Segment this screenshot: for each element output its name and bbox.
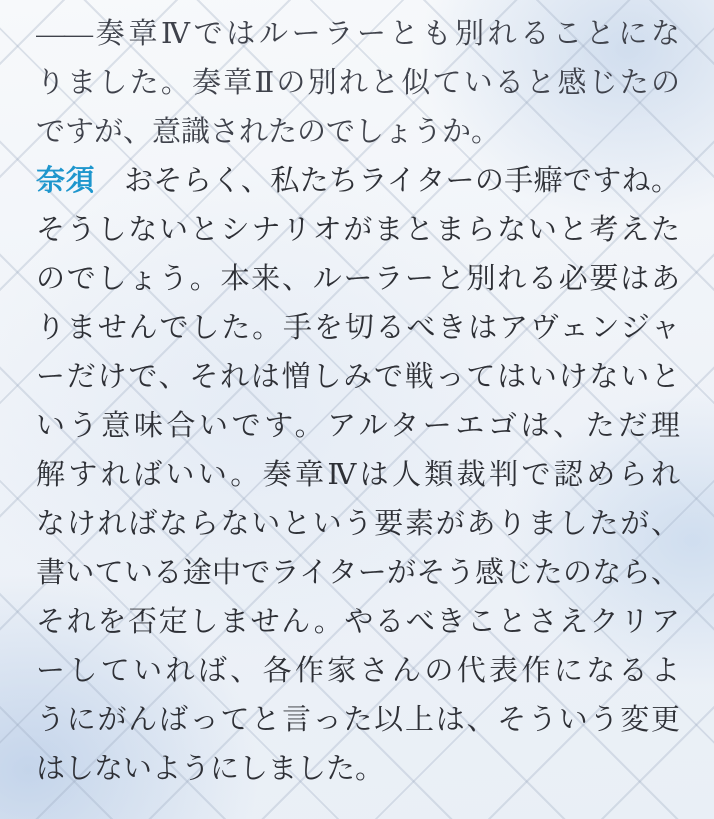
answer-line-13: はしないようにしました。 [36,753,385,785]
answer-line-3: のでしょう。本来、ルーラーと別れる必要はあ [36,263,680,295]
question-line-1 [36,10,680,59]
answer-line-8: なければならないという要素がありましたが、 [36,508,680,540]
answer-line-4: りませんでした。手を切るべきはアヴェンジャ [36,312,680,344]
answer-line-7 [36,451,680,500]
answer-line-10: それを否定しません。やるべきことさえクリア [36,606,680,638]
chapter-title-term: 奏章Ⅳ [262,459,360,491]
answer-line-6: いう意味合いです。アルターエゴは、ただ理 [36,410,680,442]
answer-line-7-pre: 解すればいい。 [36,459,263,491]
speaker-label: 奈須 [36,165,95,197]
question-line-1-text: 奏章Ⅳではルーラーとも別れることにな [92,18,680,50]
question-line-2: りました。奏章Ⅱの別れと似ていると感じたの [36,67,680,99]
answer-line-1 [36,157,680,206]
answer-line-9: 書いている途中でライターがそう感じたのなら、 [36,557,680,589]
answer-line-11: ーしていれば、各作家さんの代表作になるよ [36,655,680,687]
answer-line-2: そうしないとシナリオがまとまらないと考えた [36,214,680,246]
question-line-3: ですが、意識されたのでしょうか。 [36,116,501,148]
answer-line-5: ーだけで、それは憎しみで戦ってはいけないと [36,361,680,393]
question-dash: ―― [36,18,92,50]
answer-line-1-text: おそらく、私たちライターの手癖ですね。 [94,165,680,197]
answer-line-7-post: は人類裁判で認められ [359,459,680,491]
answer-line-12: うにがんばってと言った以上は、そういう変更 [36,704,680,736]
